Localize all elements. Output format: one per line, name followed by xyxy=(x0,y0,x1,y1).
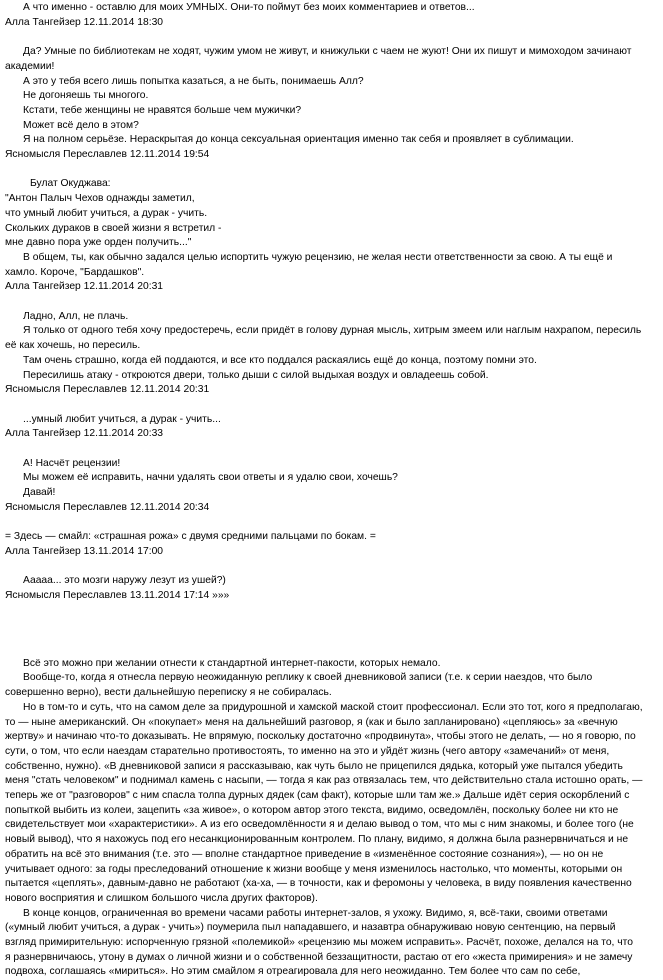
text-line: её как хочешь, но пересиль. xyxy=(5,340,141,352)
text-line: Ясномысля Переславлев 12.11.2014 19:54 xyxy=(5,149,210,161)
text-line: Ааааа... это мозги наружу лезут из ушей?) xyxy=(23,575,226,587)
text-line: Не догоняешь ты многого. xyxy=(23,90,149,102)
text-line: академии! xyxy=(5,60,55,72)
text-line: Вообще-то, когда я отнесла первую неожиданную реплику к своей дневниковой записи (т.е. к серии наездов, что было xyxy=(23,672,593,684)
text-line: В общем, ты, как обычно задался целью испортить чужую рецензию, не желая нести ответственности за свою. А ты ещё и xyxy=(23,251,613,263)
text-line: Алла Тангейзер 12.11.2014 20:33 xyxy=(5,428,164,440)
text-line: взгляд примирительную: испорченную грязной «полемикой» «рецензию мы можем исправить». Расчёт, похоже, делался на то, что xyxy=(5,937,633,949)
text-line: Алла Тангейзер 12.11.2014 20:31 xyxy=(5,281,164,293)
text-line: Кстати, тебе женщины не нравятся больше чем мужички? xyxy=(23,104,302,116)
text-line: А это у тебя всего лишь попытка казаться, а не быть, понимаешь Алл? xyxy=(23,75,364,87)
text-line: жертву» и начинаю что-то доказывать. Не впрямую, поскольку достаточно «продвинута», чтобы этого не делать, — но я говорю, по xyxy=(5,731,636,743)
text-line: Ясномысля Переславлев 13.11.2014 17:14 »»» xyxy=(5,590,230,602)
text-line: Мы можем её исправить, начни удалять свои ответы и я удалю свои, хочешь? xyxy=(23,472,398,484)
paragraph-gap xyxy=(5,442,659,457)
text-line: нового восприятия и слишком большого числа других факторов). xyxy=(5,892,318,904)
text-line: подвоха, соглашаясь «мириться». Но этим смайлом я отреагировала для него неожиданно. Тем более что сам по себе, xyxy=(5,966,581,978)
text-line: Алла Тангейзер 13.11.2014 17:00 xyxy=(5,545,164,557)
text-line: Ясномысля Переславлев 12.11.2014 20:31 xyxy=(5,384,210,396)
text-line: свидетельствует мои «характеристики». А из его осведомлённости я и делаю вывод о том, что мы с ним знакомы, и более того (не xyxy=(5,819,634,831)
text-line: Я на полном серьёзе. Нераскрытая до конца сексуальная ориентация именно так себя и проявляет в сублимации. xyxy=(23,134,574,146)
text-line: что умный любит учиться, а дурак - учить. xyxy=(5,207,208,219)
section-gap xyxy=(5,604,659,657)
text-line: Булат Окуджава: xyxy=(30,178,111,190)
paragraph-gap xyxy=(5,30,659,45)
text-line: "Антон Палыч Чехов однажды заметил, xyxy=(5,193,195,205)
text-line: совершенно верно), вести дальнейшую переписку я не собиралась. xyxy=(5,687,332,699)
text-line: Пересилишь атаку - откроются двери, только дыши с силой выдыхая воздух и овладеешь собой. xyxy=(23,369,489,381)
text-line: попыткой выбить из колеи, зацепить «за живое», о котором автор этого текста, видимо, осведомлён, поскольку более ни кто не xyxy=(5,804,619,816)
text-line: мне давно пора уже орден получить..." xyxy=(5,237,192,249)
text-line: учитывает одного: за годы преследований отношение к жизни вообще у меня изменилось настолько, что моменты, которыми он xyxy=(5,863,623,875)
paragraph-gap xyxy=(5,516,659,531)
text-line: теперь же от "разговоров" с ним спасла толпа дурных дядек (сам факт), которые шли там же.» Дальше идёт серия оскорблений с xyxy=(5,790,630,802)
text-line: ...умный любит учиться, а дурак - учить... xyxy=(23,413,221,425)
text-line: меня "стать человеком" и поднимал камень с насыпи, — тогда я как раз отвязалась тем, что действительно стала истошно орать, — xyxy=(5,775,643,787)
text-line: Скольких дураков в своей жизни я встретил - xyxy=(5,222,222,234)
text-line: Да? Умные по библиотекам не ходят, чужим умом не живут, и книжульки с чаем не жуют! Они их пишут и мимоходом зачинают xyxy=(23,46,632,58)
text-line: сути, о том, что если наездам старательно противостоять, то именно на это и уйдёт жизнь (чего автору «замечаний» от меня, xyxy=(5,745,610,757)
paragraph-gap xyxy=(5,398,659,413)
text-line: Но в том-то и суть, что на самом деле за придурошной и хамской маской стоит профессионал. Если это тот, кого я предполагаю, xyxy=(23,701,643,713)
text-line: В конце концов, ограниченная во времени часами работы интернет-залов, я ухожу. Видимо, я, всё-таки, своими ответами xyxy=(23,907,608,919)
text-line: Может всё дело в этом? xyxy=(23,119,139,131)
text-line: хамло. Короче, "Бардашков". xyxy=(5,266,145,278)
text-line: пытается «цеплять», давным-давно не работают (ха-ха, — в точности, как и феромоны у человека, в виду появления качественно xyxy=(5,878,632,890)
text-line: обратить на всё это внимания (т.е. это — вполне стандартное приведение в «изменённое состояние сознания»), — но он не xyxy=(5,848,604,860)
paragraph-gap xyxy=(5,295,659,310)
paragraph-gap xyxy=(5,163,659,178)
text-line: А! Насчёт рецензии! xyxy=(23,457,121,469)
text-line: Там очень страшно, когда ей поддаются, и все кто поддался раскаялись ещё до конца, поэтому помни это. xyxy=(23,354,537,366)
text-line: («умный любит учиться, а дурак - учить») поумерила пыл нападавшего, и назавтра обнаруживаю новую сентенцию, на первый xyxy=(5,922,616,934)
text-line: Я только от одного тебя хочу предостеречь, если придёт в голову дурная мысль, хитрым змеем или наглым нахрапом, пересиль xyxy=(23,325,642,337)
text-line: Алла Тангейзер 12.11.2014 18:30 xyxy=(5,16,164,28)
text-line: Ладно, Алл, не плачь. xyxy=(23,310,129,322)
text-line: новый вывод), что я нахожусь под его несанкционированным контролем. По плану, видимо, я должна была разнервничаться и не xyxy=(5,834,629,846)
text-line: А что именно - оставлю для моих УМНЫХ. Они-то поймут без моих комментариев и ответов... xyxy=(23,2,475,13)
text-line: собственно, нужно). «В дневниковой записи я рассказываю, как чуть было не прицепился дядька, который уже пытался убедить xyxy=(5,760,623,772)
text-line: Давай! xyxy=(23,487,56,499)
text-line: Всё это можно при желании отнести к стандартной интернет-пакости, которых немало. xyxy=(23,657,441,669)
text-line: я разнервничаюсь, утону в думах о личной жизни и о собственной беззащитности, растаю от его «жеста примирения» и не замечу xyxy=(5,951,633,963)
text-line: Ясномысля Переславлев 12.11.2014 20:34 xyxy=(5,501,210,513)
paragraph-gap xyxy=(5,560,659,575)
text-line: то — ныне американский. Он «покупает» меня на дальнейший разговор, я (как и было запланировано) «цепляюсь» за «вечную xyxy=(5,716,618,728)
text-line: = Здесь — смайл: «страшная рожа» с двумя средними пальцами по бокам. = xyxy=(5,531,376,543)
